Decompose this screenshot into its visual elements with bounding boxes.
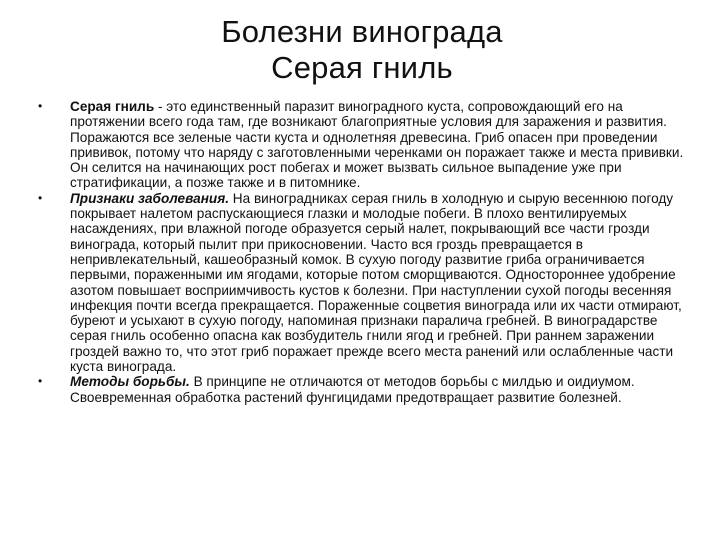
bullet-icon: • bbox=[38, 374, 43, 389]
bullet-item-control-methods bbox=[38, 374, 688, 405]
bullet-item-grey-rot bbox=[38, 99, 688, 191]
bullet-lead-grey-rot: Серая гниль bbox=[70, 99, 155, 114]
slide-title bbox=[0, 14, 720, 86]
bullet-list bbox=[38, 99, 688, 405]
title-line-diseases: Болезни винограда bbox=[221, 14, 503, 49]
title-line-grey-rot: Серая гниль bbox=[271, 50, 453, 85]
bullet-lead-control-methods: Методы борьбы. bbox=[70, 374, 190, 390]
bullet-text-control-methods: В принципе не отличаются от методов борьбы с милдью и оидиумом. Своевременная обработка растений фунгицидами предотвращает развитие болезней. bbox=[70, 374, 635, 405]
bullet-icon: • bbox=[38, 99, 43, 113]
bullet-item-symptoms bbox=[38, 191, 688, 375]
bullet-text-grey-rot: - это единственный паразит виноградного куста, сопровождающий его на протяжении всего года там, где возникают благоприятные условия для заражения и развития. Поражаются все зеленые части куста и однолетняя древесина. Гриб опасен при проведении прививок, потому что наряду с заготовленными черенками он поражает также и места прививки. Он селится на начинающих рост побегах и может вызвать сильное выпадение уже при стратификации, а позже также и в питомнике. bbox=[70, 99, 684, 191]
bullet-icon: • bbox=[38, 190, 43, 205]
bullet-lead-symptoms: Признаки заболевания. bbox=[70, 190, 230, 206]
bullet-text-symptoms: На виноградниках серая гниль в холодную и сырую весеннюю погоду покрывает налетом распускающиеся глазки и молодые побеги. В плохо вентилируемых насаждениях, при влажной погоде образуется серый налет, покрывающий все части грозди винограда, который пылит при прикосновении. Часто вся гроздь превращается в непривлекательный, кашеобразный комок. В сухую погоду развитие гриба ограничивается первыми, пораженными им ягодами, которые потом сморщиваются. Одностороннее удобрение азотом повышает восприимчивость кустов к болезни. При наступлении сухой погоды весенняя инфекция почти всегда прекращается. Пораженные соцветия винограда или их части отмирают, буреют и усыхают в сухую погоду, напоминая признаки паралича гребней. В виноградарстве серая гниль особенно опасна как возбудитель гнили ягод и гребней. При раннем заражении гроздей важно то, что этот гриб поражает прежде всего места ранений или ослабленные части куста винограда. bbox=[70, 190, 682, 375]
